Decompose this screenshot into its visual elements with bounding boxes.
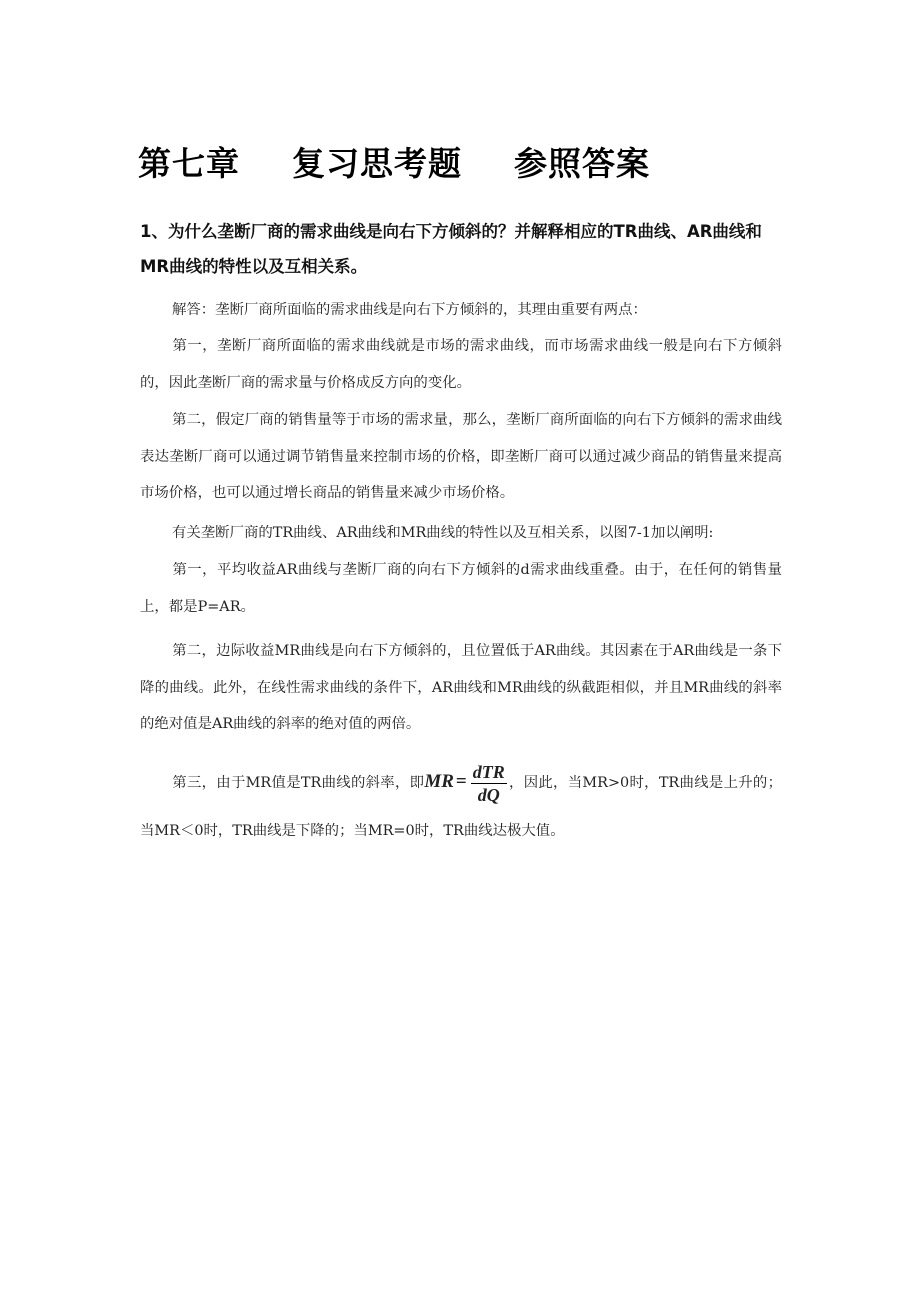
answer-paragraph-7 xyxy=(140,758,782,855)
answer-paragraph-4 xyxy=(140,515,782,552)
question-1: 1、为什么垄断厂商的需求曲线是向右下方倾斜的？并解释相应的TR曲线、AR曲线和MR曲线的特性以及互相关系。 xyxy=(140,222,762,276)
formula-denominator: dQ xyxy=(477,784,500,805)
formula-numerator: dTR xyxy=(472,761,505,782)
title-reference-answers: 参照答案 xyxy=(514,144,650,183)
answer-paragraph-2 xyxy=(140,328,782,401)
formula-equals: = xyxy=(455,771,467,792)
answer-paragraph-1-text: 解答：垄断厂商所面临的需求曲线是向右下方倾斜的，其理由重要有两点： xyxy=(172,302,647,318)
answer-paragraph-4-text: 有关垄断厂商的TR曲线、AR曲线和MR曲线的特性以及互相关系，以图7-1加以阐明: xyxy=(172,525,714,541)
answer-paragraph-3-text: 第二，假定厂商的销售量等于市场的需求量，那么，垄断厂商所面临的向右下方倾斜的需求曲线表达垄断厂商可以通过调节销售量来控制市场的价格，即垄断厂商可以通过减少商品的销售量来提高市场价格，也可以通过增长商品的销售量来减少市场价格。 xyxy=(140,412,782,501)
title-chapter: 第七章 xyxy=(138,144,240,183)
answer-paragraph-5 xyxy=(140,552,782,625)
formula-fraction xyxy=(471,761,507,806)
answer-paragraph-1 xyxy=(140,292,782,329)
title-review-questions: 复习思考题 xyxy=(292,144,462,183)
answer-paragraph-6-text: 第二，边际收益MR曲线是向右下方倾斜的，且位置低于AR曲线。其因素在于AR曲线是一条下降的曲线。此外，在线性需求曲线的条件下，AR曲线和MR曲线的纵截距相似，并且MR曲线的斜率的绝对值是AR曲线的斜率的绝对值的两倍。 xyxy=(140,643,782,732)
third-point-conclusion: ，因此，当MR>0时，TR曲线是上升的；当MR＜0时，TR曲线是下降的；当MR=0时，TR曲线达极大值。 xyxy=(140,775,782,839)
answer-paragraph-2-text: 第一，垄断厂商所面临的需求曲线就是市场的需求曲线，而市场需求曲线一般是向右下方倾斜的，因此垄断厂商的需求量与价格成反方向的变化。 xyxy=(140,338,782,391)
answer-paragraph-3 xyxy=(140,402,782,512)
chapter-title xyxy=(138,138,650,185)
formula-lhs: MR xyxy=(424,771,454,792)
answer-paragraph-5-text: 第一，平均收益AR曲线与垄断厂商的向右下方倾斜的d需求曲线重叠。由于，在任何的销售量上，都是P=AR。 xyxy=(140,562,782,615)
answer-paragraph-6 xyxy=(140,633,782,743)
third-point-intro: 第三，由于MR值是TR曲线的斜率，即 xyxy=(172,775,425,791)
